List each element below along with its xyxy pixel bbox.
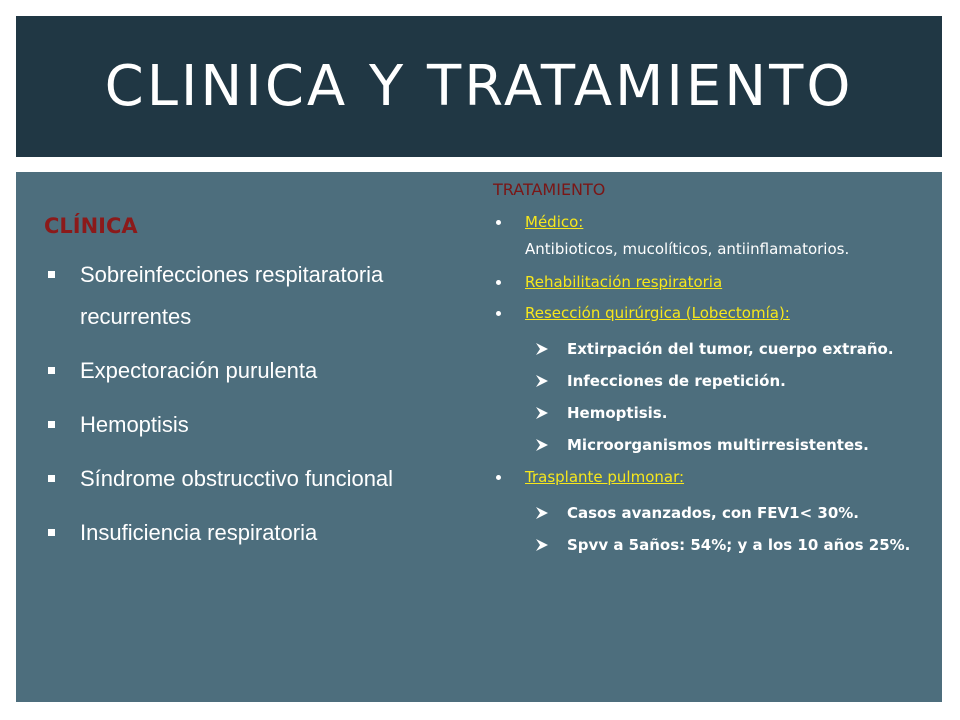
- arrow-bullet-icon: [535, 538, 549, 552]
- clinica-item-text: Hemoptisis: [80, 412, 189, 437]
- reseccion-subitem: [493, 402, 933, 424]
- list-item: [44, 458, 464, 500]
- medico-text: Antibioticos, mucolíticos, antiinflamatorios.: [525, 240, 850, 258]
- medico-link[interactable]: Médico:: [525, 213, 584, 231]
- square-bullet-icon: [48, 271, 55, 278]
- tratamiento-heading: TRATAMIENTO: [493, 180, 606, 199]
- trasplante-subitem-text: Casos avanzados, con FEV1< 30%.: [567, 504, 859, 522]
- list-item: [44, 512, 464, 554]
- list-item: [44, 254, 464, 338]
- square-bullet-icon: [48, 421, 55, 428]
- reseccion-subitem-text: Extirpación del tumor, cuerpo extraño.: [567, 340, 894, 358]
- trasplante-subitem: [493, 534, 933, 556]
- reseccion-item: [493, 302, 933, 325]
- reseccion-link[interactable]: Resección quirúrgica (Lobectomía):: [525, 304, 790, 322]
- clinica-item-text: Expectoración purulenta: [80, 358, 318, 383]
- arrow-bullet-icon: [535, 374, 549, 388]
- arrow-bullet-icon: [535, 406, 549, 420]
- clinica-item-text: Síndrome obstrucctivo funcional: [80, 466, 394, 491]
- trasplante-subitem-text: Spvv a 5años: 54%; y a los 10 años 25%.: [567, 536, 911, 554]
- reseccion-subitem-text: Microorganismos multirresistentes.: [567, 436, 869, 454]
- content-panel: [16, 172, 942, 702]
- reseccion-subitem: [493, 370, 933, 392]
- list-item: [44, 404, 464, 446]
- square-bullet-icon: [48, 529, 55, 536]
- square-bullet-icon: [48, 367, 55, 374]
- slide-title: CLINICA Y TRATAMIENTO: [104, 54, 854, 119]
- title-bar: [16, 16, 942, 157]
- medico-item: [493, 211, 933, 234]
- reseccion-subitem: [493, 434, 933, 456]
- list-item: [44, 350, 464, 392]
- arrow-bullet-icon: [535, 506, 549, 520]
- trasplante-item: [493, 466, 933, 489]
- clinica-list: [44, 254, 464, 554]
- dot-bullet-icon: [496, 280, 501, 285]
- rehabilitacion-item: [493, 271, 933, 294]
- arrow-bullet-icon: [535, 342, 549, 356]
- clinica-column: [44, 214, 464, 566]
- reseccion-subitem: [493, 338, 933, 360]
- reseccion-subitem-text: Infecciones de repetición.: [567, 372, 786, 390]
- dot-bullet-icon: [496, 311, 501, 316]
- tratamiento-column: [493, 180, 933, 556]
- square-bullet-icon: [48, 475, 55, 482]
- reseccion-subitem-text: Hemoptisis.: [567, 404, 668, 422]
- trasplante-link[interactable]: Trasplante pulmonar:: [525, 468, 685, 486]
- clinica-heading: CLÍNICA: [44, 214, 138, 238]
- clinica-item-text: Insuficiencia respiratoria: [80, 520, 318, 545]
- clinica-item-text: Sobreinfecciones respitaratoria recurrentes: [80, 262, 384, 329]
- arrow-bullet-icon: [535, 438, 549, 452]
- trasplante-subitem: [493, 502, 933, 524]
- rehabilitacion-link[interactable]: Rehabilitación respiratoria: [525, 273, 723, 291]
- dot-bullet-icon: [496, 475, 501, 480]
- dot-bullet-icon: [496, 220, 501, 225]
